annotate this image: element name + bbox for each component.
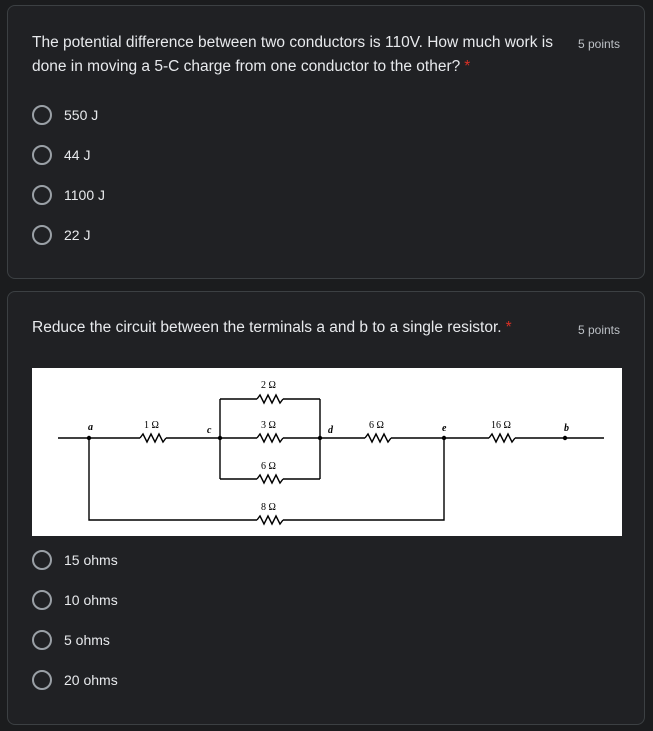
question-text: The potential difference between two conductors is 110V. How much work is done in moving a 5-C charge from one conductor to the other? * — [32, 34, 553, 75]
option-15-ohms[interactable] — [32, 548, 118, 572]
option-10-ohms[interactable] — [32, 588, 118, 612]
option-1100-j[interactable] — [32, 183, 105, 207]
option-22-j[interactable] — [32, 223, 90, 247]
option-label: 5 ohms — [64, 632, 110, 648]
circuit-svg — [32, 368, 622, 536]
label-r3: 3 Ω — [261, 420, 276, 431]
option-5-ohms[interactable] — [32, 628, 110, 652]
radio-button[interactable] — [32, 105, 52, 125]
label-r1: 1 Ω — [144, 420, 159, 431]
label-r16: 16 Ω — [491, 420, 511, 431]
option-label: 15 ohms — [64, 552, 118, 568]
option-label: 22 J — [64, 227, 91, 243]
option-44-j[interactable] — [32, 143, 90, 167]
points-label: 5 points — [577, 37, 620, 51]
label-r2: 2 Ω — [261, 380, 276, 391]
radio-button[interactable] — [32, 185, 52, 205]
question-card-2 — [7, 291, 645, 725]
node-a: a — [88, 422, 93, 433]
question-card-1 — [7, 5, 645, 279]
radio-button[interactable] — [32, 590, 52, 610]
label-r8: 8 Ω — [261, 502, 276, 513]
radio-button[interactable] — [32, 145, 52, 165]
radio-button[interactable] — [32, 630, 52, 650]
radio-button[interactable] — [32, 225, 52, 245]
node-c: c — [207, 425, 212, 436]
option-label: 44 J — [64, 147, 91, 163]
option-20-ohms[interactable] — [32, 668, 118, 692]
node-b: b — [564, 423, 569, 434]
required-asterisk: * — [505, 319, 512, 336]
option-label: 10 ohms — [64, 592, 118, 608]
circuit-diagram — [32, 368, 622, 536]
points-label: 5 points — [577, 323, 620, 337]
label-r6-series: 6 Ω — [369, 420, 384, 431]
option-label: 550 J — [64, 107, 99, 123]
label-r6-parallel: 6 Ω — [261, 461, 276, 472]
option-label: 1100 J — [64, 187, 105, 203]
required-asterisk: * — [464, 58, 471, 75]
node-e: e — [442, 423, 447, 434]
question-text: Reduce the circuit between the terminals a and b to a single resistor. * — [32, 319, 512, 336]
node-d: d — [328, 425, 333, 436]
radio-button[interactable] — [32, 670, 52, 690]
radio-button[interactable] — [32, 550, 52, 570]
option-label: 20 ohms — [64, 672, 118, 688]
option-550-j[interactable] — [32, 103, 98, 127]
